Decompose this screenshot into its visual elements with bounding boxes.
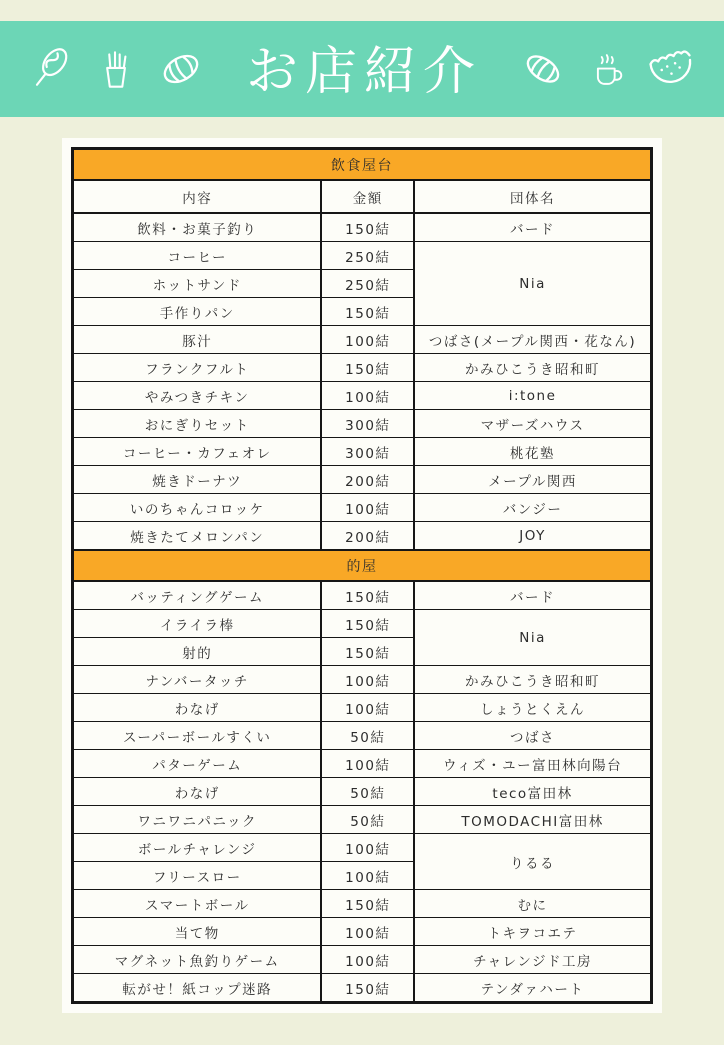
group-cell: バード [414,213,651,242]
price-cell: 100結 [321,918,414,946]
price-cell: 50結 [321,778,414,806]
group-cell: かみひこうき昭和町 [414,354,651,382]
price-cell: 100結 [321,382,414,410]
item-cell: ホットサンド [73,270,322,298]
item-cell: 手作りパン [73,298,322,326]
table-row [73,581,652,610]
section-title-1: 的屋 [73,550,652,581]
group-cell: しょうとくえん [414,694,651,722]
price-cell: 100結 [321,862,414,890]
group-cell: JOY [414,522,651,551]
group-cell: メープル関西 [414,466,651,494]
price-cell: 100結 [321,326,414,354]
coffee-cup-icon [584,46,630,92]
price-cell: 100結 [321,834,414,862]
table-row [73,326,652,354]
item-cell: フランクフルト [73,354,322,382]
table-row [73,522,652,551]
price-cell: 250結 [321,242,414,270]
fries-icon [90,44,140,94]
group-cell: Nia [414,242,651,326]
group-cell: りるる [414,834,651,890]
table-row [73,466,652,494]
item-cell: 焼きドーナツ [73,466,322,494]
item-cell: バッティングゲーム [73,581,322,610]
corndog-icon [25,43,77,95]
taco-icon [643,41,699,97]
price-cell: 300結 [321,410,414,438]
group-cell: マザーズハウス [414,410,651,438]
item-cell: イライラ棒 [73,610,322,638]
item-cell: ボールチャレンジ [73,834,322,862]
group-cell: ウィズ・ユー富田林向陽台 [414,750,651,778]
table-row [73,242,652,270]
column-header: 団体名 [414,180,651,213]
price-cell: 150結 [321,213,414,242]
table-row [73,834,652,862]
item-cell: 射的 [73,638,322,666]
column-header: 金額 [321,180,414,213]
item-cell: パターゲーム [73,750,322,778]
table-row [73,778,652,806]
item-cell: ナンバータッチ [73,666,322,694]
item-cell: わなげ [73,694,322,722]
table-row [73,354,652,382]
section-title-0: 飲食屋台 [73,149,652,181]
item-cell: 転がせ！紙コップ迷路 [73,974,322,1003]
price-cell: 50結 [321,806,414,834]
table-row [73,494,652,522]
group-cell: チャレンジド工房 [414,946,651,974]
title-banner [0,21,724,117]
item-cell: おにぎりセット [73,410,322,438]
table-row [73,890,652,918]
group-cell: バード [414,581,651,610]
group-cell: Nia [414,610,651,666]
table-row [73,694,652,722]
price-cell: 100結 [321,946,414,974]
group-cell: i:tone [414,382,651,410]
table-row [73,666,652,694]
table-row [73,946,652,974]
item-cell: 飲料・お菓子釣り [73,213,322,242]
table-row [73,410,652,438]
croissant-icon [153,41,209,97]
price-cell: 250結 [321,270,414,298]
table-row [73,382,652,410]
group-cell: 桃花塾 [414,438,651,466]
price-cell: 150結 [321,890,414,918]
section-band-row [73,149,652,181]
item-cell: マグネット魚釣りゲーム [73,946,322,974]
price-cell: 150結 [321,298,414,326]
bread-icon [515,41,571,97]
column-header-row [73,180,652,213]
item-cell: やみつきチキン [73,382,322,410]
price-cell: 150結 [321,354,414,382]
item-cell: ワニワニパニック [73,806,322,834]
table-row [73,806,652,834]
price-cell: 150結 [321,974,414,1003]
group-cell: つばさ [414,722,651,750]
table-card [62,138,662,1013]
item-cell: フリースロー [73,862,322,890]
price-cell: 150結 [321,638,414,666]
group-cell: つばさ(メープル関西・花なん) [414,326,651,354]
section-band-row [73,550,652,581]
table-row [73,974,652,1003]
price-cell: 200結 [321,522,414,551]
item-cell: 当て物 [73,918,322,946]
item-cell: スーパーボールすくい [73,722,322,750]
item-cell: いのちゃんコロッケ [73,494,322,522]
price-cell: 50結 [321,722,414,750]
item-cell: 豚汁 [73,326,322,354]
group-cell: teco富田林 [414,778,651,806]
price-cell: 300結 [321,438,414,466]
item-cell: わなげ [73,778,322,806]
item-cell: 焼きたてメロンパン [73,522,322,551]
column-header: 内容 [73,180,322,213]
price-cell: 150結 [321,610,414,638]
item-cell: スマートボール [73,890,322,918]
table-row [73,722,652,750]
group-cell: TOMODACHI富田林 [414,806,651,834]
stall-table-body [73,149,652,1003]
group-cell: テンダァハート [414,974,651,1003]
price-cell: 100結 [321,694,414,722]
group-cell: バンジー [414,494,651,522]
table-row [73,610,652,638]
price-cell: 100結 [321,666,414,694]
price-cell: 100結 [321,494,414,522]
item-cell: コーヒー [73,242,322,270]
group-cell: むに [414,890,651,918]
page-title: お店紹介 [245,41,482,102]
item-cell: コーヒー・カフェオレ [73,438,322,466]
table-row [73,213,652,242]
table-row [73,438,652,466]
price-cell: 200結 [321,466,414,494]
table-row [73,750,652,778]
price-cell: 150結 [321,581,414,610]
group-cell: かみひこうき昭和町 [414,666,651,694]
table-row [73,918,652,946]
stall-table [71,147,653,1004]
price-cell: 100結 [321,750,414,778]
group-cell: トキヲコエテ [414,918,651,946]
